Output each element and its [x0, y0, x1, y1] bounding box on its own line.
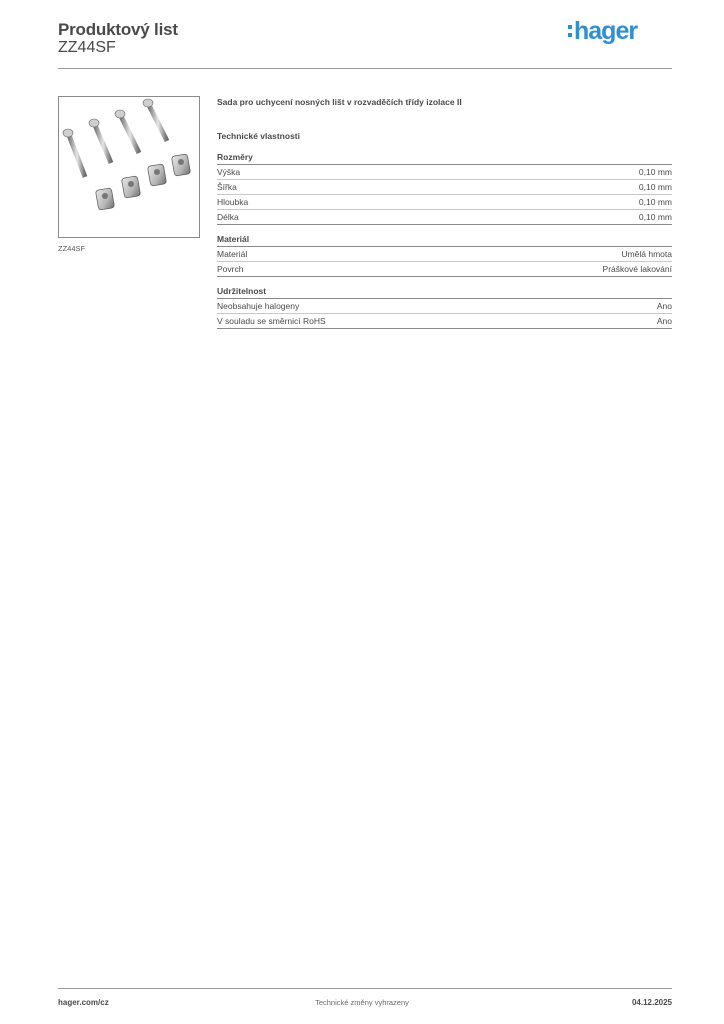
product-description: Sada pro uchycení nosných lišt v rozvaděčích třídy izolace II [217, 97, 462, 107]
property-value: 0,10 mm [638, 182, 672, 192]
website-link[interactable]: hager.com/cz [58, 998, 109, 1007]
clip-nut-1 [95, 188, 114, 210]
property-label: Délka [217, 212, 239, 222]
footer-notice: Technické změny vyhrazeny [315, 998, 409, 1007]
footer-date: 04.12.2025 [631, 998, 672, 1007]
section-title: Materiál [217, 233, 672, 247]
screw-3 [115, 110, 139, 153]
property-label: Povrch [217, 264, 244, 274]
section-sustainability [217, 285, 672, 329]
section-title: Udržitelnost [217, 285, 672, 299]
section-material [217, 233, 672, 277]
section-title: Rozměry [217, 151, 672, 165]
property-value: Ano [656, 316, 672, 326]
property-value: 0,10 mm [638, 212, 672, 222]
property-row [217, 210, 672, 225]
property-value: 0,10 mm [638, 167, 672, 177]
property-label: Hloubka [217, 197, 249, 207]
property-row [217, 314, 672, 329]
section-dimensions [217, 151, 672, 225]
clip-nut-2 [121, 176, 140, 198]
property-row [217, 180, 672, 195]
property-row [217, 262, 672, 277]
product-details [217, 95, 672, 329]
hager-logo [566, 14, 658, 50]
logo-dot-bottom [568, 33, 572, 37]
technical-properties-heading: Technické vlastnosti [217, 131, 300, 141]
property-value: 0,10 mm [638, 197, 672, 207]
property-row [217, 247, 672, 262]
screw-4 [143, 99, 167, 141]
screw-2 [89, 119, 111, 163]
property-value: Umělá hmota [621, 249, 672, 259]
property-value: Práškové lakování [602, 264, 672, 274]
property-row [217, 165, 672, 180]
clip-nut-4 [171, 154, 190, 176]
screw-set-illustration [59, 97, 199, 237]
footer-divider [58, 988, 672, 989]
image-caption: ZZ44SF [58, 244, 86, 253]
logo-text: hager [574, 17, 638, 45]
logo-dot-top [568, 25, 572, 29]
page-title: Produktový list [58, 20, 178, 39]
screw-1 [63, 129, 85, 177]
property-row [217, 299, 672, 314]
property-label: Neobsahuje halogeny [217, 301, 300, 311]
header-divider [58, 68, 672, 69]
property-label: Výška [217, 167, 241, 177]
product-image [58, 96, 200, 238]
property-value: Ano [656, 301, 672, 311]
property-label: Materiál [217, 249, 248, 259]
product-code: ZZ44SF [58, 39, 116, 56]
property-label: V souladu se směrnicí RoHS [217, 316, 326, 326]
property-label: Šířka [217, 182, 237, 192]
property-row [217, 195, 672, 210]
clip-nut-3 [147, 164, 166, 186]
